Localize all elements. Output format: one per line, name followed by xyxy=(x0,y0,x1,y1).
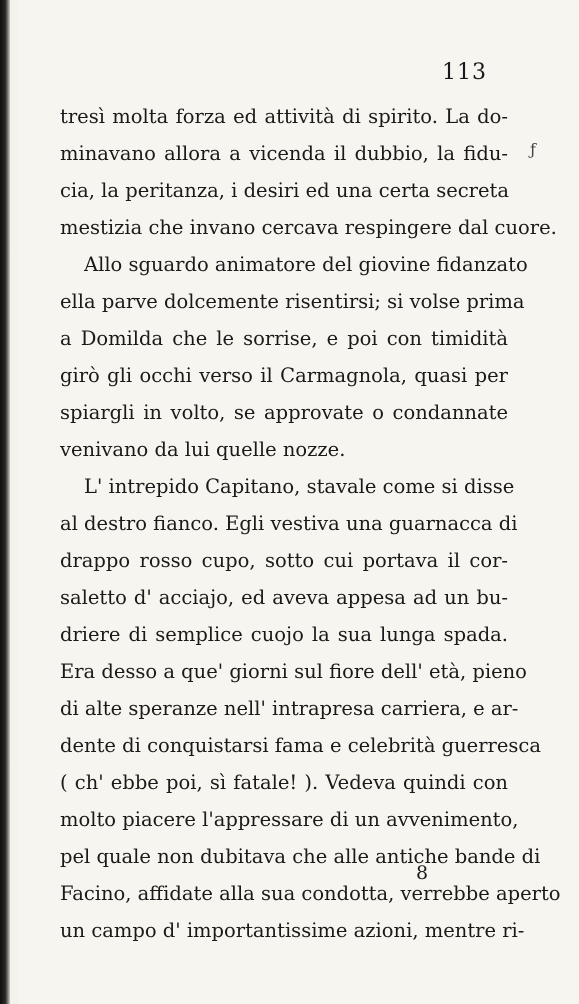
text-line: spiargli in volto, se approvate o condannate xyxy=(60,401,508,424)
signature-mark: 8 xyxy=(416,862,429,884)
text-line: Facino, affidate alla sua condotta, verrebbe aperto xyxy=(60,882,561,905)
text-line: Era desso a que' giorni sul fiore dell' età, pieno xyxy=(60,660,527,683)
page-text xyxy=(60,98,561,949)
book-page xyxy=(18,0,579,1004)
text-line: un campo d' importantissime azioni, mentre ri- xyxy=(60,919,525,942)
text-line: di alte speranze nell' intrapresa carriera, e ar- xyxy=(60,697,519,720)
text-line: molto piacere l'appressare di un avvenimento, xyxy=(60,808,519,831)
margin-mark: ƒ xyxy=(530,140,536,159)
page-number: 113 xyxy=(442,60,487,85)
text-line: tresì molta forza ed attività di spirito. La do- xyxy=(60,105,508,128)
text-line: al destro fianco. Egli vestiva una guarnacca di xyxy=(60,512,518,535)
text-line: venivano da lui quelle nozze. xyxy=(60,438,346,461)
text-line: ( ch' ebbe poi, sì fatale! ). Vedeva quindi con xyxy=(60,771,508,794)
text-line: mestizia che invano cercava respingere dal cuore. xyxy=(60,216,557,239)
text-line: drappo rosso cupo, sotto cui portava il cor- xyxy=(60,549,508,572)
text-line: dente di conquistarsi fama e celebrità guerresca xyxy=(60,734,541,757)
text-line: girò gli occhi verso il Carmagnola, quasi per xyxy=(60,364,508,387)
text-line: pel quale non dubitava che alle antiche bande di xyxy=(60,845,541,868)
text-line: driere di semplice cuojo la sua lunga spada. xyxy=(60,623,508,646)
text-line: cia, la peritanza, i desiri ed una certa secreta xyxy=(60,179,509,202)
text-line: minavano allora a vicenda il dubbio, la fidu- xyxy=(60,142,508,165)
text-line: Allo sguardo animatore del giovine fidanzato xyxy=(84,253,528,276)
text-line: ella parve dolcemente risentirsi; si volse prima xyxy=(60,290,525,313)
text-line: L' intrepido Capitano, stavale come si disse xyxy=(84,475,515,498)
text-line: a Domilda che le sorrise, e poi con timidità xyxy=(60,327,508,350)
text-line: saletto d' acciajo, ed aveva appesa ad un bu- xyxy=(60,586,508,609)
book-spine-shadow xyxy=(0,0,10,1004)
